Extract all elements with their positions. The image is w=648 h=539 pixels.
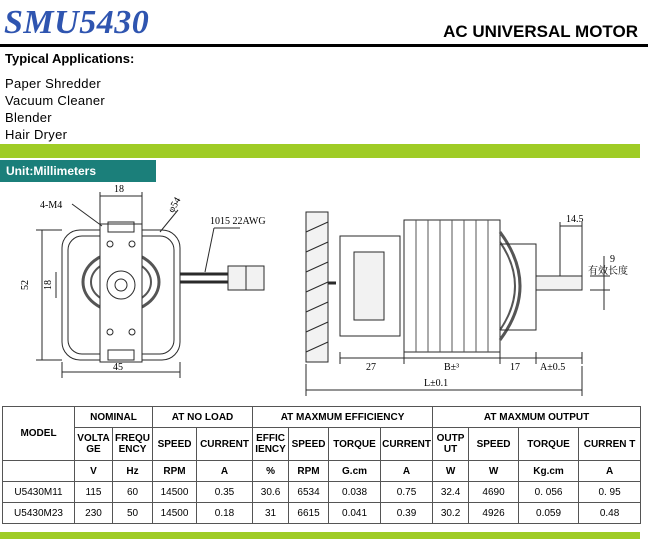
leader-line: [72, 204, 102, 226]
col-header: EFFIC IENCY: [253, 428, 289, 461]
label-dim-52: 52: [20, 280, 31, 290]
unit-cell: A: [197, 461, 253, 482]
value-cell: 0. 056: [519, 482, 579, 503]
unit-cell: W: [469, 461, 519, 482]
application-item: Hair Dryer: [5, 127, 68, 142]
label-dim-a: A±0.5: [540, 362, 566, 373]
value-cell: 31: [253, 503, 289, 524]
spec-table: [2, 406, 641, 524]
unit-cell: %: [253, 461, 289, 482]
value-cell: 6534: [289, 482, 329, 503]
col-header: TORQUE: [519, 428, 579, 461]
label-dim-27: 27: [366, 362, 376, 373]
model-header: MODEL: [3, 407, 75, 461]
value-cell: 4690: [469, 482, 519, 503]
model-cell: U5430M11: [3, 482, 75, 503]
value-cell: 0.39: [381, 503, 433, 524]
col-header: OUTP UT: [433, 428, 469, 461]
application-item: Blender: [5, 110, 52, 125]
col-header: CURRENT: [197, 428, 253, 461]
label-dia-54: φ54: [166, 195, 184, 215]
value-cell: 4926: [469, 503, 519, 524]
value-cell: 0.038: [329, 482, 381, 503]
col-header: SPEED: [153, 428, 197, 461]
value-cell: 6615: [289, 503, 329, 524]
value-cell: 60: [113, 482, 153, 503]
header-rule: [0, 44, 648, 47]
value-cell: 0.48: [579, 503, 641, 524]
value-cell: 0.35: [197, 482, 253, 503]
label-wire: 1015 22AWG: [210, 216, 266, 227]
unit-cell: V: [75, 461, 113, 482]
value-cell: 0.041: [329, 503, 381, 524]
value-cell: 14500: [153, 503, 197, 524]
wire-leader: [205, 228, 214, 272]
unit-cell-blank: [3, 461, 75, 482]
table-row: [3, 503, 641, 524]
motor-technical-drawing: [0, 182, 648, 404]
value-cell: 30.2: [433, 503, 469, 524]
model-title: SMU5430: [4, 4, 150, 41]
side-view: [306, 212, 628, 396]
unit-cell: Kg.cm: [519, 461, 579, 482]
unit-cell: A: [381, 461, 433, 482]
applications-heading: Typical Applications:: [5, 51, 135, 66]
value-cell: 50: [113, 503, 153, 524]
unit-cell: W: [433, 461, 469, 482]
value-cell: 115: [75, 482, 113, 503]
group-max-efficiency: AT MAXMUM EFFICIENCY: [253, 407, 433, 428]
unit-cell: G.cm: [329, 461, 381, 482]
col-header: FREQU ENCY: [113, 428, 153, 461]
label-dim-b: B±³: [444, 362, 460, 373]
group-max-output: AT MAXMUM OUTPUT: [433, 407, 641, 428]
value-cell: 14500: [153, 482, 197, 503]
col-header: CURRENT: [381, 428, 433, 461]
front-bracket: [500, 244, 536, 330]
application-item: Paper Shredder: [5, 76, 101, 91]
value-cell: 32.4: [433, 482, 469, 503]
value-cell: 0.75: [381, 482, 433, 503]
output-shaft: [536, 276, 582, 290]
group-no-load: AT NO LOAD: [153, 407, 253, 428]
application-item: Vacuum Cleaner: [5, 93, 106, 108]
unit-cell: RPM: [153, 461, 197, 482]
label-dim-45: 45: [113, 362, 123, 373]
value-cell: 0.059: [519, 503, 579, 524]
value-cell: 0.18: [197, 503, 253, 524]
label-dim-9: 9: [610, 254, 615, 265]
label-dim-18-top: 18: [114, 184, 124, 195]
col-header: CURREN T: [579, 428, 641, 461]
label-dim-17: 17: [510, 362, 520, 373]
col-header: TORQUE: [329, 428, 381, 461]
section-divider-bottom: [0, 532, 640, 539]
unit-cell: Hz: [113, 461, 153, 482]
front-view: [20, 184, 266, 378]
group-nominal: NOMINAL: [75, 407, 153, 428]
label-dim-l: L±0.1: [424, 378, 449, 389]
value-cell: 30.6: [253, 482, 289, 503]
col-header: VOLTA GE: [75, 428, 113, 461]
section-divider-top: [0, 144, 640, 158]
commutator: [354, 252, 384, 320]
table-row: [3, 482, 641, 503]
label-holes: 4-M4: [40, 200, 63, 211]
unit-cell: RPM: [289, 461, 329, 482]
label-dim-18-side: 18: [43, 280, 54, 290]
label-effective-length: 有效长度: [588, 266, 628, 277]
value-cell: 0. 95: [579, 482, 641, 503]
col-header: SPEED: [289, 428, 329, 461]
model-cell: U5430M23: [3, 503, 75, 524]
col-header: SPEED: [469, 428, 519, 461]
product-type: AC UNIVERSAL MOTOR: [443, 22, 638, 41]
applications-list: [5, 75, 105, 143]
center-bracket: [100, 224, 142, 362]
value-cell: 230: [75, 503, 113, 524]
unit-label: Unit:Millimeters: [0, 160, 156, 182]
unit-cell: A: [579, 461, 641, 482]
label-dim-14-5: 14.5: [566, 214, 584, 225]
